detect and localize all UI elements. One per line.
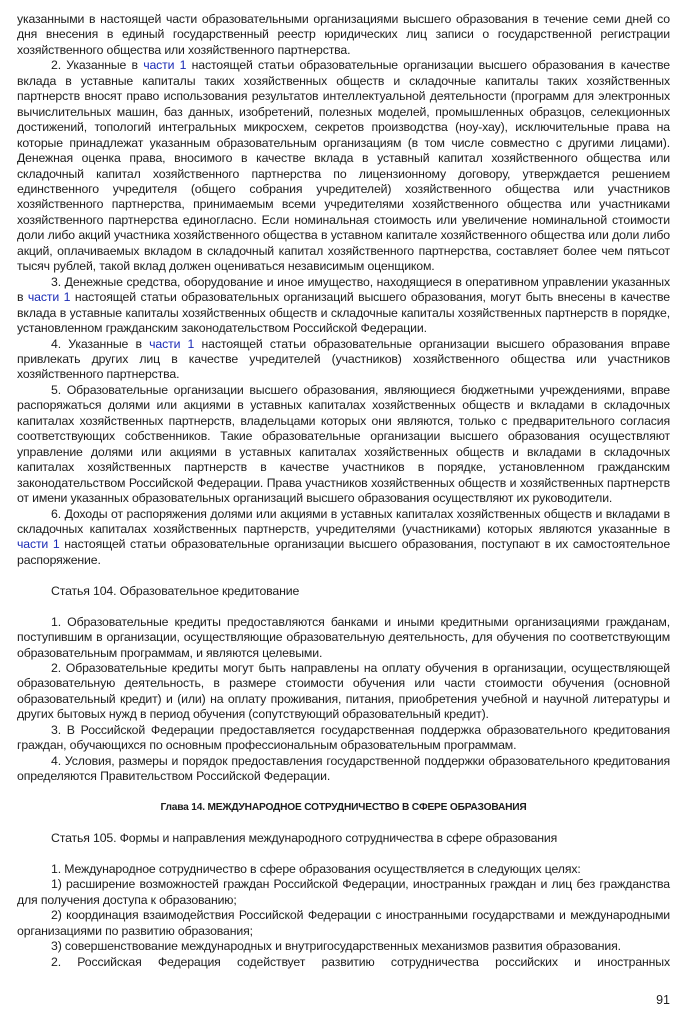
link-part-1[interactable]: части 1 [27,290,71,305]
art105-paragraph-2: 2. Российская Федерация содействует развитию сотрудничества российских и иностранных [51,954,670,969]
art104-paragraph-1: 1. Образовательные кредиты предоставляются банками и иными кредитными организациями гражданам, поступившим в организации, осуществляющие образовательную деятельность, для обучения по соответствующим образовательным программам, и являются целевыми. [17,614,670,660]
paragraph-text: 6. Доходы от распоряжения долями или акциями в уставных капиталах хозяйственных обществ и вкладами в складочных капиталах хозяйственных партнерств, учредителями (участниками) которых являются указанные в [17,506,670,536]
link-part-1[interactable]: части 1 [143,58,187,73]
link-part-1[interactable]: части 1 [149,336,195,351]
paragraph-text: настоящей статьи образовательные организации высшего образования в качестве вклада в уставные капиталы таких хозяйственных обществ и складочные капиталы таких хозяйственных партнерств вносят право использования результатов интеллектуальной деятельности (программ для электронных вычислительных машин, баз данных, изобретений, полезных моделей, промышленных образцов, селекционных достижений, топологий интегральных микросхем, секретов производства (ноу-хау), исключительные права на которые принадлежат указанным образовательным организациям (в том числе совместно с другими лицами). Денежная оценка права, вносимого в качестве вклада в уставный капитал хозяйственного общества или складочный капитал хозяйственного партнерства по лицензионному договору, утверждается решением единственного учредителя (общего собрания учредителей) хозяйственного общества или участников хозяйственного партнерства, принимаемым всеми учредителями хозяйственного общества или участниками хозяйственного партнерства единогласно. Если номинальная стоимость или увеличение номинальной стоимости доли либо акций участника хозяйственного общества в уставном капитале хозяйственного общества или доли либо акций, оплачиваемых вкладом в складочный капитал хозяйственного партнерства, составляет более чем пятьсот тысяч рублей, такой вклад должен оцениваться независимым оценщиком. [17,58,670,274]
art103-paragraph-3 [17,275,670,337]
art105-item-1: 1) расширение возможностей граждан Российской Федерации, иностранных граждан и лиц без гражданства для получения доступа к образованию; [17,877,670,907]
art105-item-3: 3) совершенствование международных и внутригосударственных механизмов развития образования. [51,939,621,954]
paragraph-text: настоящей статьи образовательные организации высшего образования вправе привлекать других лиц в качестве учредителей (участников) хозяйственного общества или участников хозяйственного партнерства. [17,336,670,382]
art103-paragraph-6 [17,507,670,569]
chapter-14-title: Глава 14. МЕЖДУНАРОДНОЕ СОТРУДНИЧЕСТВО В СФЕРЕ ОБРАЗОВАНИЯ [160,802,527,814]
art103-paragraph-2 [17,58,670,274]
paragraph-continuation: указанными в настоящей части образовательными организациями высшего образования в течение семи дней со дня внесения в единый государственный реестр юридических лиц записи о государственной регистрации хозяйственного общества или хозяйственного партнерства. [17,12,670,57]
paragraph-text: 2. Указанные в [51,58,144,73]
art104-paragraph-3: 3. В Российской Федерации предоставляется государственная поддержка образовательного кредитования граждан, обучающихся по основным профессиональным образовательным программам. [17,722,670,753]
art105-item-2: 2) координация взаимодействия Российской Федерации с иностранными государствами и международными организациями по развитию образования; [17,908,670,938]
article-105-title: Статья 105. Формы и направления международного сотрудничества в сфере образования [51,830,558,845]
art104-paragraph-2: 2. Образовательные кредиты могут быть направлены на оплату обучения в организации, осуществляющей образовательную деятельность, в размере стоимости обучения или части стоимости обучения (основной образовательный кредит) и (или) на оплату проживания, питания, приобретения учебной и научной литературы и других бытовых нужд в период обучения (сопутствующий образовательный кредит). [17,661,670,722]
paragraph-text: настоящей статьи образовательных организаций высшего образования, могут быть внесены в качестве вклада в уставные капиталы хозяйственных обществ и складочные капиталы хозяйственных партнерств в порядке, установленном гражданским законодательством Российской Федерации. [17,290,670,336]
document-page [17,12,670,970]
art103-paragraph-4 [17,337,670,383]
art103-paragraph-5: 5. Образовательные организации высшего образования, являющиеся бюджетными учреждениями, вправе распоряжаться долями или акциями в уставных капиталах хозяйственных обществ и вкладами в складочных капиталах хозяйственных партнерств, владельцами которых они являются, только с предварительного согласия соответствующих собственников. Такие образовательные организации высшего образования осуществляют управление долями или акциями в уставных капиталах хозяйственных обществ и вкладами в складочных капиталах хозяйственных партнерств в качестве участников в порядке, установленном гражданским законодательством Российской Федерации. Права участников хозяйственных обществ и хозяйственных партнерств от имени указанных образовательных организаций высшего образования осуществляют их руководители. [17,382,670,506]
paragraph-text: настоящей статьи образовательные организации высшего образования, поступают в их самостоятельное распоряжение. [17,537,671,567]
paragraph-text: 4. Указанные в [51,336,150,351]
page-number: 91 [656,993,670,1007]
paragraph-text: 3. Денежные средства, оборудование и иное имущество, находящиеся в оперативном управлении указанных в [17,274,670,305]
art105-paragraph-1: 1. Международное сотрудничество в сфере образования осуществляется в следующих целях: [51,861,581,876]
link-part-1[interactable]: части 1 [17,537,60,552]
article-104-title: Статья 104. Образовательное кредитование [51,583,300,598]
art104-paragraph-4: 4. Условия, размеры и порядок предоставления государственной поддержки образовательного кредитования определяются Правительством Российской Федерации. [17,753,670,784]
